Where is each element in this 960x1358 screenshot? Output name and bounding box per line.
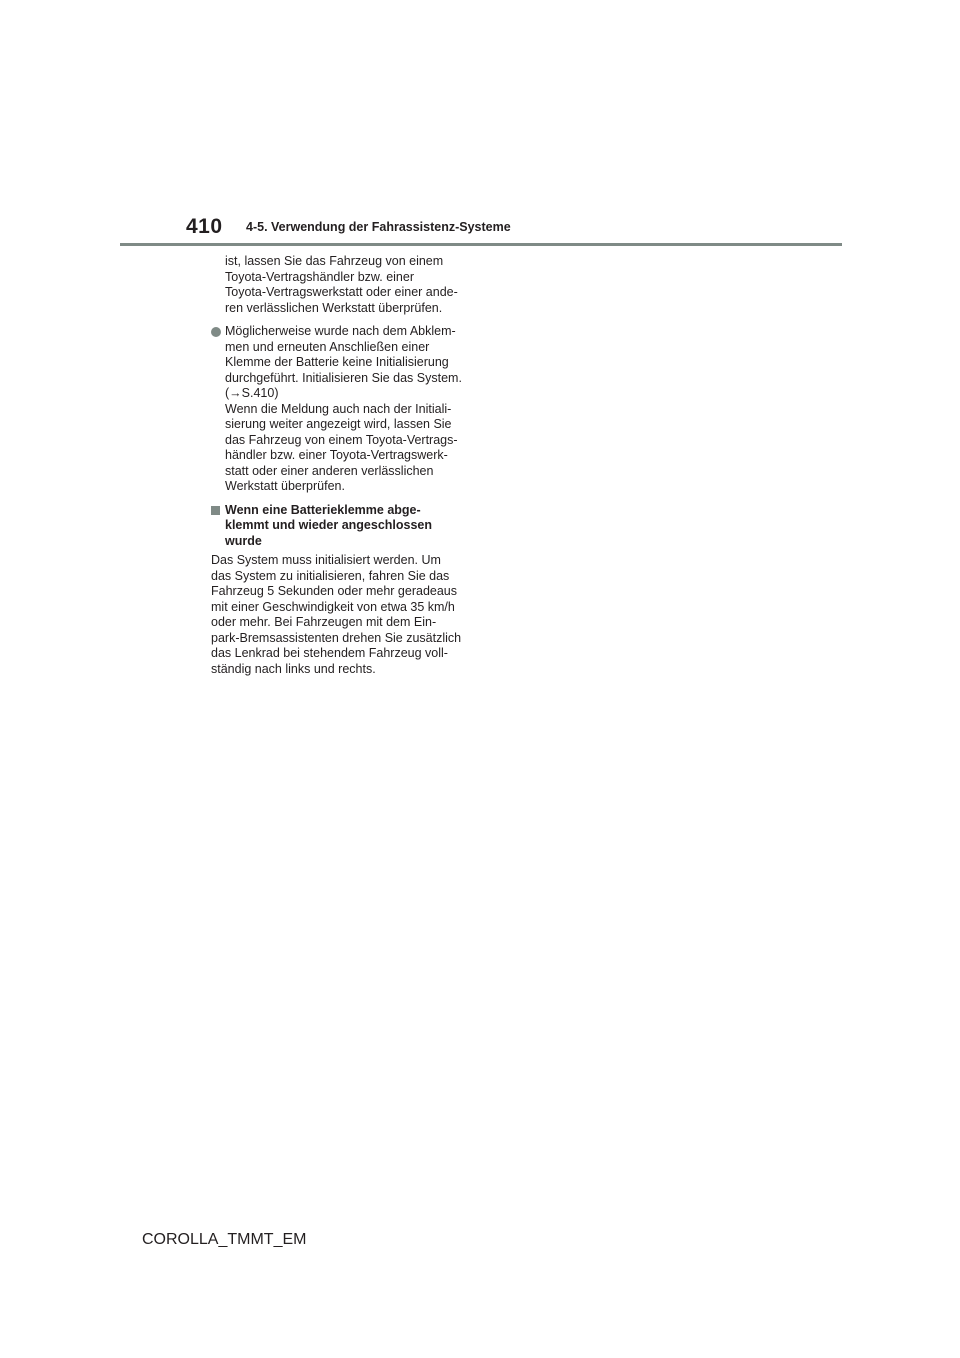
text-line: händler bzw. einer Toyota-Vertragswerk- xyxy=(225,448,448,462)
bullet-item xyxy=(211,324,473,495)
subheading xyxy=(211,503,473,550)
text-line: ist, lassen Sie das Fahrzeug von einem xyxy=(225,254,444,268)
text-line: Fahrzeug 5 Sekunden oder mehr geradeaus xyxy=(211,584,457,598)
text-line: park-Bremsassistenten drehen Sie zusätzlich xyxy=(211,630,462,645)
text-line: sierung weiter angezeigt wird, lassen Sie xyxy=(225,417,452,431)
text-line: Toyota-Vertragshändler bzw. einer xyxy=(225,269,414,284)
text-line: das Fahrzeug von einem Toyota-Vertrags- xyxy=(225,432,458,447)
page-content xyxy=(211,254,473,677)
page-reference: (→S.410) xyxy=(225,386,279,400)
text-line: ren verlässlichen Werkstatt überprüfen. xyxy=(225,300,443,315)
text-line: Möglicherweise wurde nach dem Abklem- xyxy=(225,324,456,338)
text-line: das Lenkrad bei stehendem Fahrzeug voll- xyxy=(211,646,448,660)
text-line: statt oder einer anderen verlässlichen xyxy=(225,463,434,478)
section-title: 4-5. Verwendung der Fahrassistenz-Systeme xyxy=(246,220,511,234)
header-rule xyxy=(120,243,842,246)
text-line: Klemme der Batterie keine Initialisierung xyxy=(225,355,449,369)
text-line: durchgeführt. Initialisieren Sie das System. xyxy=(225,370,462,385)
page-number: 410 xyxy=(186,215,223,238)
text-line: Toyota-Vertragswerkstatt oder einer ande- xyxy=(225,285,458,299)
text-line: das System zu initialisieren, fahren Sie das xyxy=(211,568,450,583)
circle-bullet-icon xyxy=(211,327,221,337)
text-line: Wenn die Meldung auch nach der Initiali- xyxy=(225,401,452,416)
heading-line: Wenn eine Batterieklemme abge- xyxy=(225,502,421,517)
text-line: Werkstatt überprüfen. xyxy=(225,479,345,493)
continued-paragraph xyxy=(211,254,473,316)
text-line: men und erneuten Anschließen einer xyxy=(225,339,430,354)
heading-line: wurde xyxy=(225,533,262,548)
square-marker-icon xyxy=(211,506,220,515)
text-line: ständig nach links und rechts. xyxy=(211,661,376,676)
text-line: mit einer Geschwindigkeit von etwa 35 km/h xyxy=(211,599,455,614)
text-line: Das System muss initialisiert werden. Um xyxy=(211,553,441,567)
footer-document-id: COROLLA_TMMT_EM xyxy=(142,1231,307,1248)
heading-line: klemmt und wieder angeschlossen xyxy=(225,518,433,532)
body-paragraph xyxy=(211,553,473,677)
text-line: oder mehr. Bei Fahrzeugen mit dem Ein- xyxy=(211,615,437,629)
